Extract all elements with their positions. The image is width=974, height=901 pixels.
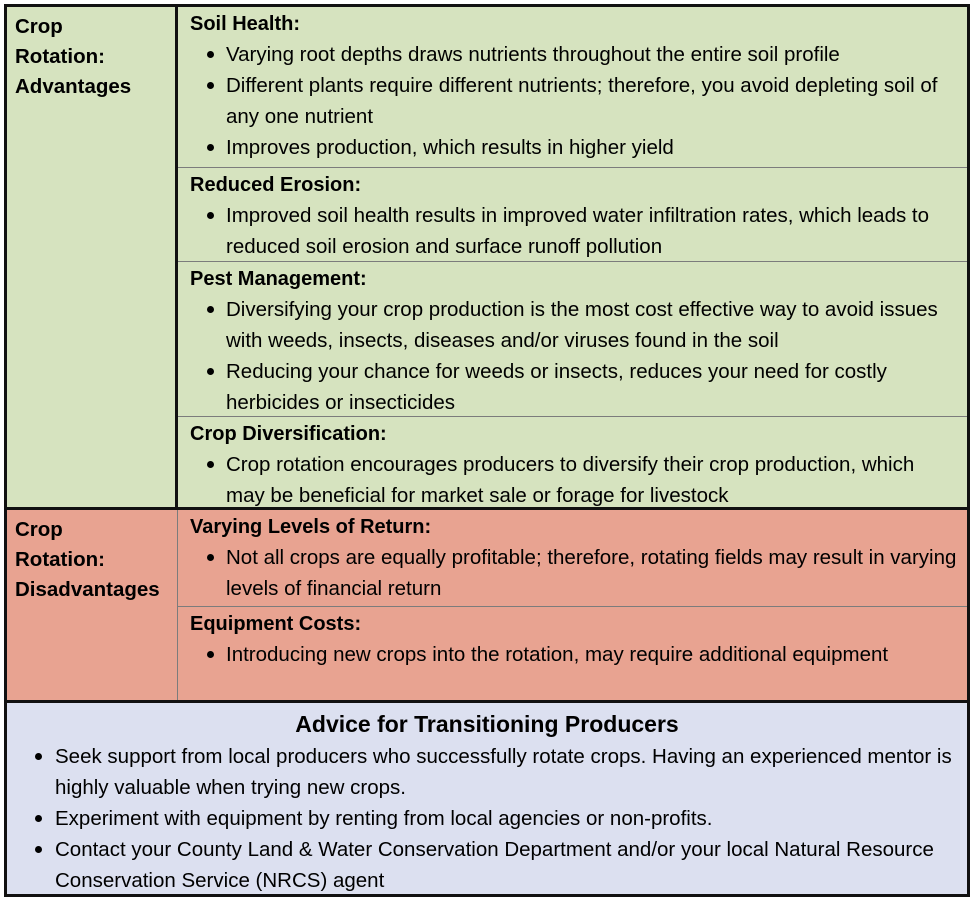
bullet-list: [190, 449, 957, 511]
pest-management-cell: [178, 262, 967, 417]
bullet-list: [190, 294, 957, 418]
list-item: Varying root depths draws nutrients throughout the entire soil profile: [190, 39, 957, 70]
cell-heading: Pest Management:: [190, 268, 367, 290]
cell-heading: Varying Levels of Return:: [190, 516, 432, 538]
bullet-list: [190, 639, 957, 670]
list-item: Different plants require different nutrients; therefore, you avoid depleting soil of any one nutrient: [190, 70, 957, 132]
list-item: Experiment with equipment by renting from local agencies or non-profits.: [17, 803, 957, 834]
bullet-list: [190, 39, 957, 163]
list-item: Seek support from local producers who successfully rotate crops. Having an experienced mentor is highly valuable when trying new crops.: [17, 741, 957, 803]
soil-health-cell: [178, 7, 967, 168]
disadvantages-label-line: Rotation:: [15, 548, 105, 571]
advice-list: [7, 739, 967, 896]
disadvantages-label-line: Disadvantages: [15, 578, 160, 601]
list-item: Contact your County Land & Water Conservation Department and/or your local Natural Resource Conservation Service (NRCS) agent: [17, 834, 957, 896]
advice-title: Advice for Transitioning Producers: [295, 711, 679, 737]
disadvantages-label-line: Crop: [15, 518, 63, 541]
cell-heading: Reduced Erosion:: [190, 174, 362, 196]
list-item: Not all crops are equally profitable; therefore, rotating fields may result in varying levels of financial return: [190, 542, 957, 604]
disadvantages-content: [178, 510, 967, 700]
advantages-label: [7, 7, 178, 507]
list-item: Crop rotation encourages producers to diversify their crop production, which may be beneficial for market sale or forage for livestock: [190, 449, 957, 511]
bullet-list: [190, 200, 957, 262]
cell-heading: Crop Diversification:: [190, 423, 387, 445]
list-item: Improves production, which results in higher yield: [190, 132, 957, 163]
cell-heading: Soil Health:: [190, 13, 301, 35]
advantages-label-line: Rotation:: [15, 45, 105, 68]
advantages-content: [178, 7, 967, 507]
advantages-section: [7, 7, 967, 510]
cell-heading: Equipment Costs:: [190, 613, 362, 635]
varying-return-cell: [178, 510, 967, 607]
equipment-costs-cell: [178, 607, 967, 700]
bullet-list: [190, 542, 957, 604]
list-item: Introducing new crops into the rotation, may require additional equipment: [190, 639, 957, 670]
advice-section: [7, 703, 967, 894]
list-item: Diversifying your crop production is the most cost effective way to avoid issues with weeds, insects, diseases and/or viruses found in the soil: [190, 294, 957, 356]
disadvantages-label: [7, 510, 178, 700]
crop-rotation-table: [4, 4, 970, 897]
advantages-label-line: Advantages: [15, 75, 132, 98]
list-item: Reducing your chance for weeds or insects, reduces your need for costly herbicides or insecticides: [190, 356, 957, 418]
crop-diversification-cell: [178, 417, 967, 507]
reduced-erosion-cell: [178, 168, 967, 262]
advantages-label-line: Crop: [15, 15, 63, 38]
disadvantages-section: [7, 510, 967, 703]
list-item: Improved soil health results in improved water infiltration rates, which leads to reduced soil erosion and surface runoff pollution: [190, 200, 957, 262]
